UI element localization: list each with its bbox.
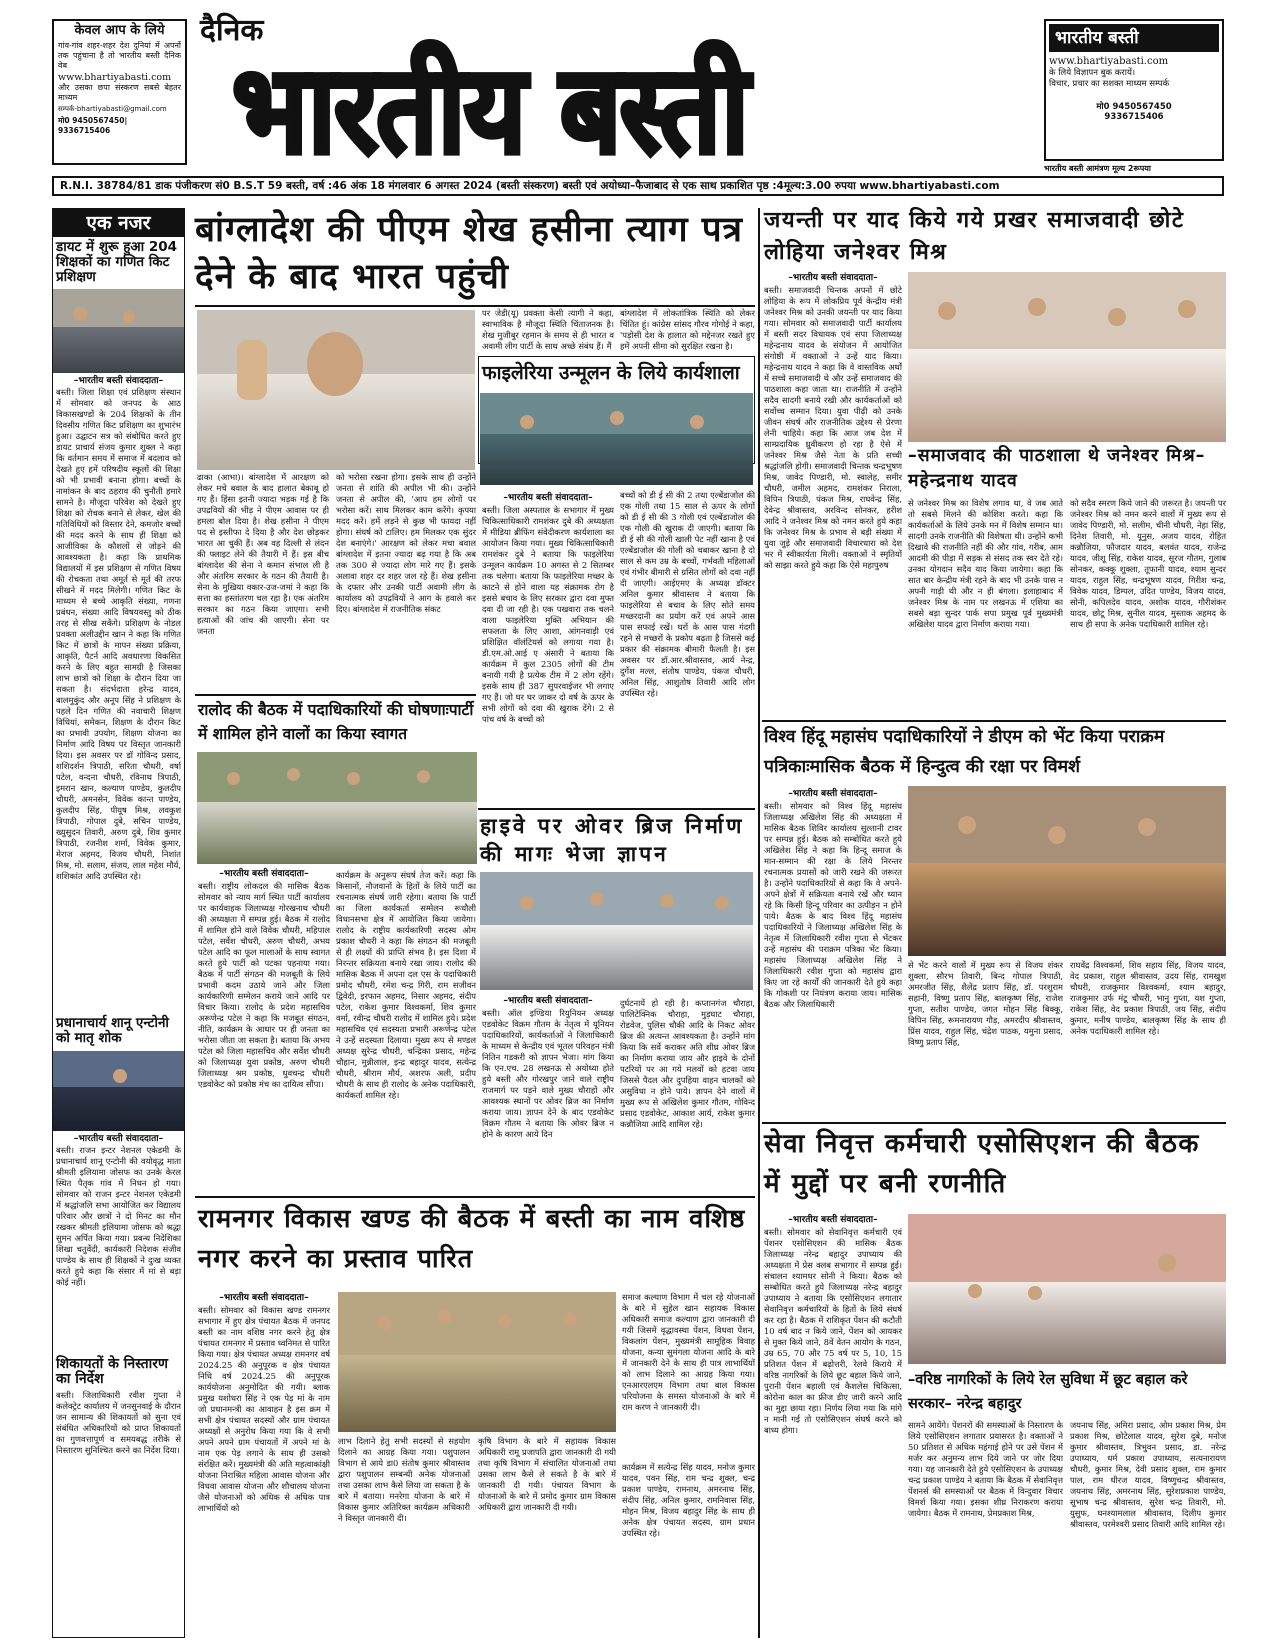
ramnagar-body-a: बस्ती। सोमवार को विकास खण्ड रामनगर सभागार में हुए क्षेत्र पंचायत बैठक में जनपद बस्ती का नाम वशिष्ठ नगर करने हेतु क्षेत्र पंचायत रामनगर में प्रस्ताव ध्वनिमत से पारित किया गया। क्षेत्र पंचायत अध्यक्ष रामनगर वर्ष 2024.25 की अनुपूरक व क्षेत्र पंचायत निधि वर्ष 2024.25 की अनुपूरक कार्ययोजना अनुमोदित की गयी। ब्लाक प्रमुख यशोधरा सिंह ने एक पेड़ मां के नाम जो प्रधानमन्त्री का आवाहन है इस क्रम में सभी क्षेत्र पंचायत सदस्यों और ग्राम पंचायत अध्यक्षों से अनुरोध किया गया कि वे सभी अपने अपने ग्राम पंचायतों में अपने मां के नाम एक पेड़ लगाने के साथ ही उसको संरक्षित करें। मुख्यमंत्री की अति महत्वाकांक्षी योजना निराश्रित महिला आवास योजना और विधवा आवास योजना और शौचालय योजना जैसे योजनाओं को अधिक से अधिक पात्र लाभार्थियों को	[198, 1305, 330, 1513]
vhm-body-b: से भेंट करने वालों में मुख्य रूप से विजय शंकर शुक्ला, सौरभ तिवारी, बिन्द गोपाल त्रिपाठी, अमरजीत सिंह, शैलेंद्र प्रताप सिंह, डॉ. परशुराम सहानी, विष्णु प्रताप सिंह, बालकृष्ण सिंह, राजेश गुप्ता, सतीश पाण्डेय, जगत मोहन सिंह बिक्कू, विपिन सिंह, रूमनारायण गौड़, अमरदीप श्रीवास्तव, प्रिंस यादव, राहुल सिंह, चंद्रेश पाठक, यमुना प्रसाद, विष्णु प्रताप सिंह,	[908, 960, 1063, 1047]
janeshwar-body-c: को सदैव स्मरण किये जाने की जरूरत है। जयन्ती पर जनेश्वर मिश्र को नमन करने वालों में मुख्य रूप से जावेद पिण्डारी, मो. सलीम, चीनी चौधरी, नेहा सिंह, दिनेश तिवारी, मो. यूनुस, अजय यादव, रोहित कन्नौजिया, फौजदार यादव, बलवंत यादव, राजेन्द्र यादव, जीशू सिंह, राकेश यादव, सूरज गौतम, गुलाब सोनकर, कक्कू शुक्ला, तूफानी यादव, श्याम सुन्दर यादव, राहुल सिंह, चन्द्रभूषण यादव, गिरीश चन्द्र, विवेक यादव, डिम्पल, उदित पाण्डेय, विजय यादव, सोनी, कपिलदेव यादव, अशोक यादव, गौरीशंकर यादव, छोटू मिश्र, सुनील यादव, मुस्ताक अहमद के साथ ही सपा के अनेक पदाधिकारी शामिल रहे।	[1070, 498, 1226, 629]
retired-headline: सेवा निवृत्त कर्मचारी एसोसिएशन की बैठक में मुद्दों पर बनी रणनीति	[764, 1129, 1200, 1199]
ek-nazar-badge: एक नजर	[53, 209, 184, 237]
ralod-photo	[197, 752, 477, 864]
ralod-headline: रालोद की बैठक में पदाधिकारियों की घोषणाःपार्टी में शामिल होने वालों का किया स्वागत	[198, 701, 474, 743]
filaria-byline: –भारतीय बस्ती संवाददाता–	[503, 493, 593, 503]
left-box-website[interactable]: www.bhartiyabasti.com	[58, 71, 172, 83]
lead-body-d: बांग्लादेश में लोकतांत्रिक स्थिति को लेकर चिंतित हूं। कांग्रेस सांसद गौरव गोगोई ने कहा, 'पड़ोसी देश के हालात को मद्देनजर रखते हुए हमें अपनी सीमा को सुरक्षित रखना है।	[620, 308, 755, 351]
lead-underline	[195, 305, 755, 307]
ramnagar-top-rule	[195, 1196, 755, 1198]
ramnagar-photo	[338, 1292, 616, 1432]
newspaper-name: भारतीय बस्ती	[232, 40, 748, 181]
highway-body-b: दुर्घटनायें हो रही है। कप्तानगंज चौराहा, पालिटेक्निक चौराहा, मुड़घाट चौराहा, रोडवेज, पुलिस चौकी आदि के निकट ओवर ब्रिज की अत्यन्त आवश्यकता है। उन्होंने मांग किया कि सर्वे कराकर अति शीघ्र ओवर ब्रिज का निर्माण कराया जाय और हाइवे के दोनों पटरियों पर आ गये मलवों को हटवा जाय जिससे पैदल और दुपहिया वाहन चालकों को असुविधा न होने पाये। ज्ञापन देने वालों में मुख्य रूप से अखिलेश कुमार गौतम, गोविन्द प्रसाद एडवोकेट, आकाश आर्य, राकेश कुमार कन्नौजिया आदि शामिल रहे।	[620, 998, 755, 1129]
retired-body-a: बस्ती। सोमवार को सेवानिवृत्त कर्मचारी एवं पेंशनर एसोसिएशन की मासिक बैठक जिलाध्यक्ष नरेन्द्र बहादुर उपाध्याय की अध्यक्षता में प्रेस क्लब सभागार में सम्पन्न हुई। संचालन श्यामधर सोनी ने किया। बैठक को सम्बोधित करते हुये जिलाध्यक्ष नरेन्द्र बहादुर उपाध्याय ने बताया कि एसोसिएशन लगातार सेवानिवृत्त कर्मचारियों के हितों के लिये संघर्ष कर रहा है। बैठक में राशिकृत पेंशन की कटौती 10 वर्ष बाद न किये जाने, पेंशन को आयकर से मुक्त किये जाने, 8वें वेतन आयोग के गठन, उम्र 65, 70 और 75 वर्ष पर 5, 10, 15 प्रतिशत पेंशन में बढ़ोत्तरी, रेलवे किराये में वरिष्ठ नागरिकों के लिये छूट बहाल किये जाने, पुरानी पेंशन बहाली एवं कैशलेस चिकित्सा, कोरोना काल का फ्रीज डीए जारी करने आदि का मुद्दा छाया रहा। निर्णय लिया गया कि मांगे न मानी गई तो एसोसिएशन संघर्ष करने को बाध्य होगा।	[764, 1227, 902, 1435]
ralod-byline: –भारतीय बस्ती संवाददाता–	[219, 869, 309, 879]
left-column	[52, 208, 185, 1638]
highway-photo	[480, 872, 753, 990]
ramnagar-body-b: लाभ दिलाने हेतु सभी सदस्यों से सहयोग दिलाने का आग्रह किया गया। पशुपालन विभाग से आये डा0 संतोष कुमार श्रीवास्तव द्वारा पशुपालन सम्बन्धी अनेक योजनाओं तथा उसका लाभ कैसे लिया जा सकता है के बारे में बताया। मनरेगा योजना के बारे में विकास कुमार अतिरिक्त कार्यक्रम अधिकारी ने विस्तृत जानकारी दी।	[338, 1436, 470, 1523]
highway-headline: हाइवे पर ओवर ब्रिज निर्माण की मागः भेजा ज्ञापन	[480, 814, 745, 866]
left-box-line1: गांव-गांव शहर-शहर देश दुनियां में अपनों तक पहुंचाना है तो भारतीय बस्ती दैनिक वेब	[58, 40, 181, 70]
lead-body-b: को भरोसा रखना होगा। इसके साथ ही उन्होंने जनता से शांति की अपील भी की। उन्होंने जनता से अपील की, 'आप हम लोगों पर भरोसा करें। साथ मिलकर काम करेंगे। कृपया मदद करें। हमें लड़ने से कुछ भी फायदा नहीं होगा। संघर्ष को टालिए। हम मिलकर एक सुंदर देश बनाएंगे।' आरक्षण को लेकर मचा बवाल बांग्लादेश में इतना ज्यादा बढ़ गया है कि अब तक 300 से ज्यादा लोग मारे गए हैं। इसके अलावा शहर दर शहर जल रहे हैं। शेख हसीना के दफ्तर और उनकी पार्टी अवामी लीग के कार्यालय को उपद्रवियों ने आग के हवाले कर दिए। बांग्लादेश में राजनीतिक संकट	[336, 472, 476, 614]
ralod-top-rule	[195, 694, 476, 696]
filaria-body-b: बच्चों को डी ई सी की 2 तथा एल्बेंडाजोल की एक गोली तथा 15 साल से ऊपर के लोगों को डी ई सी की 3 गोली एवं एल्बेंडाजोल की एक गोली की खुराक दी जाएगी। बताया कि डी ई सी की गोली खाली पेट नहीं खाना है एवं एल्बेंडाजोल की गोली को चबाकर खाना है दो साल से कम उम्र के बच्चों, गर्भवती महिलाओं एवं गंभीर बीमारी से ग्रसित लोगों को दवा नहीं दी जाएगी। आईएमए के अध्यक्ष डॉक्टर अनिल कुमार श्रीवास्तव ने बताया कि फाइलेरिया से बचाव के लिए सोते समय मच्छरदानी का प्रयोग करें एवं अपने आस पास सफाई रखें। घरों के आस पास गंदगी रहने से मच्छरों के प्रकोप बढ़ता है जिससे कई प्रकार की संक्रामक बीमारी फैलती है। इस अवसर पर डॉ.आर.श्रीवास्तव, आर्य नेन्द्र, दुर्गेश मल्ल, संतोष पाण्डेय, पंकज चौधरी, अनिल सिंह, आशुतोष तिवारी आदि लोग उपस्थित रहे।	[620, 490, 755, 698]
janeshwar-subtitle: –समाजवाद की पाठशाला थे जनेश्वर मिश्र– महेन्द्रनाथ यादव	[908, 446, 1206, 491]
ramnagar-headline: रामनगर विकास खण्ड की बैठक में बस्ती का नाम वशिष्ठ नगर करने का प्रस्ताव पारित	[198, 1204, 746, 1274]
story2-photo	[53, 1051, 184, 1131]
filaria-headline: फाइलेरिया उन्मूलन के लिये कार्यशाला	[482, 362, 740, 384]
janeshwar-byline: –भारतीय बस्ती संवाददाता–	[788, 273, 878, 283]
left-box-title: केवल आप के लिये	[74, 23, 165, 38]
story3-title: शिकायतों के निस्तारण का निर्देश	[56, 1355, 169, 1388]
vhm-byline: –भारतीय बस्ती संवाददाता–	[788, 789, 878, 799]
retired-byline: –भारतीय बस्ती संवाददाता–	[788, 1215, 878, 1225]
ralod-body-b: कार्यक्रम के अनुरूप संघर्ष तेज करें। कहा कि किसानों, नौजवानों के हितों के लिये पार्टी का रचनात्मक संघर्ष जारी रहेगा। बताया कि पार्टी का जिला कार्यकर्ता सम्मेलन रूधौली विधानसभा क्षेत्र में आयोजित किया जायेगा। रालोद के राष्ट्रीय कार्यकारिणी सदस्य ओम प्रकाश चौधरी ने कहा कि संगठन की मजबूती से ही लक्ष्यों की प्राप्ति संभव है। इस दिशा में निरन्तर सक्रियता बनाये रखा जाय। रालोद की मासिक बैठक में अपना दल एस के पदाधिकारी प्रमोद चौधरी, रमेश चन्द्र गिरी, राम सजीवन द्विवेदी, इरफान अहमद, निसार अहमद, संदीप पटेल, राकेश कुमार विश्वकर्मा, शिव कुमार वर्मा, रवीन्द्र चौधरी रालोद में शामिल हुये। प्रदेश महासचिव एवं सदस्यता प्रभारी अरूणेन्द्र पटेल ने उन्हें सदस्यता दिलाया। मुख्य रूप से मण्डल अध्यक्ष सुरेन्द्र चौधरी, चन्द्रिका प्रसाद, महेन्द्र चौहान, मुन्नीलाल, इन्द्र बहादुर यादव, सत्येन्द्र चौधरी, श्रीराम मौर्य, अशरफ अली, प्रदीप चौधरी के साथ ही रालोद के अनेक पदाधिकारी, कार्यकर्ता शामिल रहे।	[336, 870, 476, 1100]
retired-subtitle: –वरिष्ठ नागरिकों के लिये रेल सुविधा में छूट बहाल करे सरकार– नरेन्द्र बहादुर	[908, 1372, 1188, 1412]
highway-byline: –भारतीय बस्ती संवाददाता–	[503, 996, 593, 1006]
lead-photo-hasina	[197, 310, 475, 470]
retired-body-c: जयनाथ सिंह, अमिरा प्रसाद, ओम प्रकाश मिश्र, प्रेम प्रकाश मिश्र, छोटेलाल यादव, सुरेश दुबे, मनोज कुमार श्रीवास्तव, त्रिभुवन प्रसाद, डा. नरेन्द्र उपाध्याय, धर्म प्रकाश उपाध्याय, सत्यनारायण चौधरी, कुमार मिश्र, देवी प्रसाद शुक्ल, राम कुमार पाल, राम धीरज यादव, विष्णुचन्द्र श्रीवास्तव, जयनाथ सिंह, अमरनाथ सिंह, सुरेशप्रकाश पाण्डेय, सुभाष चन्द्र श्रीवास्तव, सुरेश चन्द्र तिवारी, मो. युसुफ, घनश्यामलाल श्रीवास्तव, दिलीप कुमार श्रीवास्तव, परमेश्वरी प्रसाद तिवारी आदि शामिल रहे।	[1070, 1420, 1226, 1529]
left-box-email: सम्पर्क-bhartiyabasti@gmail.com	[58, 104, 167, 113]
retired-photo	[908, 1214, 1226, 1364]
story1-body: बस्ती। जिला शिक्षा एवं प्रशिक्षण संस्थान में सोमवार को जनपद के आठ विकासखण्डों के 204 शिक्षकों के तीन दिवसीय गणित किट प्रशिक्षण का शुभारंभ हुआ। उद्घाटन सत्र को संबोधित करते हुए डायट प्राचार्य संजय कुमार शुक्ल ने कहा कि वर्तमान समय में समाज में बदलाव को देखते हुए हमें परिषदीय स्कूलों की शिक्षा को भी प्रभावी बनाना होगा। बच्चों के नामांकन के बाद ठहराव की चुनौती हमारे सामने है। मौजूदा परिवेश को देखते हुए शिक्षा को रोचक बनाने से लेकर, खेल की गतिविधियों को विस्तार देने, कमजोर बच्चों की मदद करने के साथ ही शिक्षा को आजीविका के कौशलों से जोड़ने की आवश्यकता है। कहा कि प्राथमिक विद्यालयों में इस प्रशिक्षण से गणित विषय की रोचकता तथा अमूर्त से मूर्त की तरफ सीखने में मदद मिलेगी। गणित किट के माध्यम से बच्चे आकृति संख्या, गणना प्रबंधन, संख्या आदि विषयवस्तु को ठीक तरह से सीख सकेंगे। प्रशिक्षण के नोडल प्रवक्ता अलीउद्दीन खान ने कहा कि गणित किट में छात्रों के मापन संख्या प्रक्रिया, आकृति, पैटर्न आदि अवधारणा विकसित करने के लिए बहुत सामग्री है जिसका लाभ छात्रों को शिक्षा के दौरान दिया जा सकता है। संदर्भदाता हरेन्द्र यादव, बालमुकुंद और अनूप सिंह ने प्रशिक्षण के पहले दिन गणित की नवाचारी शिक्षण विधियां, समेकन, शिक्षण के दौरान किट का प्रभावी उपयोग, शिक्षण योजना का निर्माण आदि विषय पर विस्तृत जानकारी दिया। इस अवसर पर डॉ गोविन्द प्रसाद, शशिदर्शन त्रिपाठी, सरिता चौधरी, वर्षा पटेल, वन्दना चौधरी, रविनाथ त्रिपाठी, इमरान खान, कल्याण पाण्डेय, कुलदीप चौधरी, अमनसेन, विवेक कान्त पाण्डेय, कुलदीप सिंह, पीयूष मिश्र, लवकुश त्रिपाठी, गोपाल दुबे, सचिन पाण्डेय, ख्युसुदन तिवारी, अरुण दुबे, शिव कुमार त्रिपाठी, रजनीश शर्मा, विवेक कुमार, मेराज अहमद, विजय चौधरी, निशांत मिश्र, मो. सलाम, संजय, लाल महेश मौर्य, शशिकांत आदि उपस्थित रहे।	[56, 387, 181, 882]
ramnagar-body-c: कृषि विभाग के बारे में सहायक विकास अधिकारी रामू प्रजापति द्वारा जानकारी दी गयी तथा कृषि विभाग में संचालित योजनाओं तथा उसका लाभ कैसे ले सकते है के बारे में जानकारी दी गयी। पंचायत विभाग के योजनाओं के बारे में प्रमोद कुमार ग्राम विकास अधिकारी द्वारा जानकारी दी गयी।	[478, 1436, 616, 1512]
lead-body-c: पर जेडी(यू) प्रवक्ता केसी त्यागी ने कहा, स्वाभाविक है मौजूदा स्थिति चिंताजनक है। शेख मुजीबुर रहमान के समय से ही भारत व अवामी लीग पार्टी के साथ अच्छे संबंध हैं। मैं	[482, 308, 614, 351]
right-box-phone2: 9336715406	[1104, 112, 1164, 122]
vhm-body-a: बस्ती। सोमवार को विश्व हिंदू महासंघ जिलाध्यक्ष अखिलेश सिंह की अध्यक्षता में मासिक बैठक शिविर कार्यालय सुल्तानी टावर पर सम्पन्न हुई। बैठक को सम्बोधित करते हुये अखिलेश सिंह ने कहा कि हिन्दू समाज के मान-सम्मान की रक्षा के लिये निरन्तर रचनात्मक प्रयासों को जारी रखने की जरूरत है। उन्होंने पदाधिकारियों से कहा कि वे अपने-अपने क्षेत्रों में सक्रियता बनाये रखें और ध्यान रहे कि किसी हिन्दू परिवार का उत्पीड़न न होने पाये। बैठक के बाद विश्व हिंदू महासंघ पदाधिकारियों ने जिलाध्यक्ष अखिलेश सिंह के नेतृत्व में जिलाधिकारी रवीश गुप्ता से भेंटकर उन्हें महासंघ की पराक्रम पत्रिका भेंट किया। महासंघ जिलाध्यक्ष अखिलेश सिंह ने जिलाधिकारी रवीश गुप्ता को महासंघ द्वारा किए जा रहे कार्यों की जानकारी देते हुये कहा कि गोकशी पर नियंत्रण कराया जाय। मासिक बैठक और जिलाधिकारी	[764, 801, 902, 1009]
story1-byline: –भारतीय बस्ती संवाददाता–	[73, 376, 164, 387]
ramnagar-body-d: समाज कल्याण विभाग में चल रहे योजनाओं के बारे में सुहेल खान सहायक विकास अधिकारी समाज कल्याण द्वारा जानकारी दी गयी जिसमें वृद्धावस्था पेंशन, विधवा पेंशन, विकलांग पेंशन, मुख्यमंत्री सामूहिक विवाह योजना, कन्या सुमंगला योजना आदि के बारे में जानकारी देने के साथ ही पात्र लाभार्थियों को लाभ दिलाने का आग्रह किया गया। एनआरएलएम विभाग तथा बाल विकास परियोजना के समस्त योजनाओं के बारे में राम करण ने जानकारी दी।	[622, 1292, 755, 1412]
story2-title: प्रधानाचार्य शानू एन्टोनी को मातृ शोक	[56, 1015, 169, 1047]
right-box-website[interactable]: www.bhartiyabasti.com	[1049, 56, 1169, 67]
retired-body-b: सामने आयेंगे। पेंशनरों की समस्याओं के निस्तारण के लिये एसोसिएशन लगातार प्रयासरत है। वक्ताओं ने 50 प्रतिशत से अधिक महंगाई होने पर उसे पेंशन में मर्जर कर अनुमन्य लाभ दिये जाने पर जोर दिया गया। यह जानकारी देते हुये एसोसिएशन के उपाध्यक्ष चन्द्र प्रकाश पाण्डेय ने बताया कि बैठक में सेवानिवृत्त पेंशनर्स की समस्याओं पर बैठक में विन्दुवार विचार विमर्श किया गया। इसका शीघ्र निराकरण कराया जायेगा। बैठक में रामनाथ, प्रेमप्रकाश मिश्र,	[908, 1420, 1063, 1518]
janeshwar-headline: जयन्ती पर याद किये गये प्रखर समाजवादी छोटे लोहिया जनेश्वर मिश्र	[764, 208, 1185, 265]
info-bar: R.N.I. 38784/81 डाक पंजीकरण सं0 B.S.T 59 बस्ती, वर्ष :46 अंक 18 मंगलवार 6 अगस्त 2024 (बस्ती संस्करण) बस्ती एवं अयोध्या–फैजाबाद से एक साथ प्रकाशित पृष्ठ :4मूल्य:3.00 रुपया www.bhartiyabasti.com	[52, 176, 1224, 196]
filaria-body-a: बस्ती। जिला अस्पताल के सभागार में मुख्य चिकित्साधिकारी रामशंकर दुबे की अध्यक्षता में मीडिया ब्रीफिंग संवेदीकरण कार्यशाला का आयोजन किया गया। मुख्य चिकित्साधिकारी रामशंकर दुबे ने बताया कि फाइलेरिया उन्मूलन कार्यक्रम 10 अगस्त से 2 सितम्बर तक चलेगा। बताया कि फाइलेरिया मच्छर के काटने से होने वाला यह संक्रामक रोग है इससे बचाव के लिए सरकार द्वारा दवा मुफ्त दवा दी जा रही है। एक पखवारा तक चलने वाला फाइलेरिया मुक्ति अभियान की सफलता के लिए आशा, आंगनवाड़ी एवं प्रशिक्षित वॉलंटियर्स को लगाया गया है। डी.एम.ओ.आई ए अंसारी ने बताया कि कार्यक्रम में कुल 2305 लोगों की टीम बनायी गयी है प्रत्येक टीम में 2 लोग रहेंगे। इसके साथ ही 387 सुपरवाईजर भी लगाए गए हैं। जो घर घर जाकर दो वर्ष के ऊपर के सभी लोगों को दवा की खुराक देंगे। 2 से पांच वर्ष के बच्चों को	[482, 505, 614, 724]
story3-body: बस्ती। जिलाधिकारी रवीश गुप्ता ने कलेक्ट्रेट कार्यालय में जनसुनवाई के दौरान जन सामान्य की शिकायतों को सुना एवं संबंधित अधिकारियों को प्राप्त शिकायतों का गुणवत्तापूर्ण व समयबद्ध तरीके से निस्तारण सुनिश्चित करने का निर्देश दिया।	[56, 1389, 181, 1455]
janeshwar-body-a: बस्ती। समाजवादी चिन्तक अपनों में छोटे लोहिया के रूप में लोकप्रिय पूर्व केन्द्रीय मंत्री जनेश्वर मिश्र को उनकी जयन्ती पर याद किया गया। सोमवार को समाजवादी पार्टी कार्यालय में बस्ती सदर विधायक एवं सपा जिलाध्यक्ष महेन्द्रनाथ यादव के संयोजन में आयोजित संगोष्ठी में वक्ताओं ने उन्हें याद किया। महेन्द्रनाथ यादव ने कहा कि वे वास्तविक अर्थों में सच्चे समाजवादी थे और उन्हें समाजवाद की पाठशाला कहा जाता था। राजनीति में उन्होंने सदैव सादगी बनाये रखी और कार्यकर्ताओं को सर्वोच्च सम्मान दिया। युवा पीढ़ी को उनके जीवन संघर्ष और राजनीतिक उद्देश्य से प्रेरणा लेनी चाहिये। कहा कि आज जब देश में साम्प्रदायिक ध्रुवीकरण हो रहा है ऐसे में जनेश्वर मिश्र जैसे नेता के प्रति सच्ची श्रद्धांजलि होगी। समाजवादी चिन्तक चन्द्रभूषण मिश्र, जावेद पिण्डारी, मो. स्वालेह, समीर चौधरी, जमील अहमद, रामशंकर निराला, विपिन त्रिपाठी, पंकज मिश्र, राघवेन्द्र सिंह, देवेन्द्र श्रीवास्तव, अरविन्द सोनकर, हरीश आदि ने जनेश्वर मिश्र को नमन करते हुये कहा कि जनेश्वर मिश्र के प्रभाव से बड़ी संख्या में युवा जुड़े और समाजवादी विचारधारा को देश भर में स्वीकार्यता मिली। वक्ताओं ने स्मृतियों को साझा करते हुये कहा कि ऐसे महापुरुष	[764, 285, 902, 570]
tagline: भारतीय बस्ती आमंत्रण मूल्य 2रूपया	[1044, 164, 1151, 173]
left-box-line2: और उसका छपा संस्करण सबसे बेहतर माध्यम	[58, 82, 181, 102]
right-box-phone1: मो0 9450567450	[1096, 102, 1172, 112]
filaria-photo	[480, 393, 753, 485]
ramnagar-body-e: कार्यक्रम में सत्येन्द्र सिंह यादव, मनोज कुमार यादव, पवन सिंह, राम चन्द्र शुक्ल, चन्द्र प्रकाश पाण्डेय, रामनाथ, अमरनाथ सिंह, संदीप सिंह, अनिल कुमार, रामनिवास सिंह, मोहन मिश्र, विजय बहादुर सिंह के साथ ही अनेक क्षेत्र पंचायत सदस्य, ग्राम प्रधान उपस्थित रहे।	[622, 1462, 755, 1538]
left-box-phone: मो0 9450567450| 9336715406	[58, 115, 128, 135]
masthead-right-box	[1044, 19, 1224, 161]
right-box-title: भारतीय बस्ती	[1049, 24, 1219, 52]
right-column-rule	[758, 208, 760, 1638]
janeshwar-photo	[908, 272, 1226, 442]
story2-byline: –भारतीय बस्ती संवाददाता–	[73, 1133, 164, 1144]
janeshwar-body-b: से जनेश्वर मिश्र का विशेष लगाव था, वे जब आते तो सबसे मिलने की कोशिश करते। कहा कि कार्यकर्ताओं के लिये उनके मन में विशेष सम्मान था। सादगी उनके राजनीति की विशेषता थी। उन्होंने कभी दिखावे की राजनीति नहीं की और गांव, गरीब, आम आदमी की पीड़ा में सड़क से संसद तक स्वर देते रहे। उनका योगदान सदैव याद किया जायेगा। कहा कि सात बार केन्द्रीय मंत्री रहने के बाद भी उनके पास न अपनी गाड़ी थी और न ही बंगला। इलाहाबाद में जनेश्वर मिश्र के नाम पर लखनऊ में एशिया का सबसे बड़ा सुन्दर पार्क सपा प्रमुख पूर्व मुख्यमंत्री अखिलेश यादव द्वारा निर्माण कराया गया।	[908, 498, 1063, 629]
right-box-line1: के लिये विज्ञापन बुक करायें।	[1049, 68, 1136, 78]
story2-body: बस्ती। राजन इन्टर नेशनल एकेडमी के प्रधानाचार्य शानू एन्टोनी की वयोवृद्ध माता श्रीमती इलियामा जोसफ का उनके केरल स्थित पैतृक गांव में निधन हो गया। सोमवार को राजन इन्टर नेशनल एकेडमी में श्रद्धांजलि सभा आयोजित कर विद्यालय परिवार और छात्रों ने दो मिनट का मौन रखकर श्रीमती इलियामा जोसफ को श्रद्धा सुमन अर्पित किया गया। प्रबन्ध निदेशिका शिखा चतुर्वेदी, कार्यकारी निदेशक संजीव पाण्डेय के साथ ही शिक्षकों ने दुःख व्यक्त करते हुये कहा कि संसार में मां से बड़ा कोई नहीं।	[56, 1144, 181, 1287]
right-box-line2: विचार, प्रचार का सशक्त माध्यम सम्पर्क	[1049, 79, 1170, 89]
masthead-left-box	[52, 19, 187, 165]
vhm-body-c: राघवेंद्र विश्वकर्मा, शिव सहाय सिंह, विजय यादव, वेद प्रकाश, राहुल श्रीवास्तव, उदय सिंह, रामखुश चौधरी, राजकुमार विश्वकर्मा, श्याम बहादुर, राजकुमार उर्फ मंटू चौधरी, भानु गुप्ता, यश गुप्ता, राकेश सिंह, वेद प्रकाश त्रिपाठी, जय सिंह, संदीप कुमार, मनीष पाण्डेय, बालकृष्ण सिंह के साथ ही अनेक पदाधिकारी शामिल रहे।	[1070, 960, 1226, 1036]
vhm-headline: विश्व हिंदू महासंघ पदाधिकारियों ने डीएम को भेंट किया पराक्रम पत्रिकाःमासिक बैठक में हिन्दुत्व की रक्षा पर विमर्श	[764, 727, 1165, 777]
ralod-body-a: बस्ती। राष्ट्रीय लोकदल की मासिक बैठक सोमवार को न्याय मार्ग स्थित पार्टी कार्यालय पर कार्यवाहक जिलाध्यक्ष गोरखनाथ चौधरी की अध्यक्षता में सम्पन्न हुई। बैठक में रालोद में शामिल होने वाले विवेक चौधरी, महिपाल पटेल, सर्वेश चौधरी, अरुण चौधरी, अभय पटेल आदि का फूल मालाओं के साथ स्वागत करते हुये पार्टी को पटका पहनाया गया। बैठक में पार्टी संगठन की मजबूती के लिये प्रभावी कदम उठाये जाने और जिला कार्यकारिणी सम्मेलन कराये जाने आदि पर विचार किया। रालोद के प्रदेश महासचिव अरूणेन्द्र पटेल ने कहा कि मजबूत संगठन, नीति, कार्यक्रम के आधार पर ही जनता का भरोसा जीता जा सकता है। बताया कि अभय पटेल को जिला महासचिव और सर्वेश चौधरी को जिलाध्यक्ष युवा प्रकोष्ठ, अरुण चौधरी जिलाध्यक्ष श्रम प्रकोष्ठ, धुवचन्द्र चौधरी एडवोकेट को प्रकोष्ठ मंच का दायित्व सौंपा।	[198, 881, 330, 1089]
ramnagar-byline: –भारतीय बस्ती संवाददाता–	[219, 1293, 309, 1303]
daily-label: दैनिक	[200, 13, 264, 48]
story1-photo	[53, 289, 184, 373]
story1-title: डायट में शुरू हुआ 204 शिक्षकों का गणित किट प्रशिक्षण	[56, 239, 178, 286]
highway-top-rule	[478, 808, 755, 810]
vhm-photo	[908, 786, 1226, 956]
lead-headline: बांग्लादेश की पीएम शेख हसीना त्याग पत्र देने के बाद भारत पहुंची	[195, 210, 744, 297]
highway-body-a: बस्ती। ऑल इण्डिया रियुनियन अध्यक्ष एडवोकेट विक्रम गौतम के नेतृत्व में यूनियन पदाधिकारियों, कार्यकर्ताओं ने जिलाधिकारी के माध्यम से केन्द्रीय एवं भूतल परिवहन मंत्री नितिन गडकरी को ज्ञापन भेजा। मांग किया कि एन.एच. 28 लखनऊ से अयोध्या होते हुये बस्ती और गोरखपुर जाने वाले राष्ट्रीय राजमार्ग पर पड़ने वाले मुख्य चौराहों और आवश्यक स्थानों पर ओवर ब्रिज का निर्माण कराया जाय। ज्ञापन देने के बाद एडवोकेट विक्रम गौतम ने बताया कि ओवर ब्रिज न होने के कारण आये दिन	[482, 1008, 614, 1139]
lead-body-a: ढाका (आभा)। बांग्लादेश में आरक्षण को लेकर मचे बवाल के बाद हालात बेकाबू हो गए हैं। हिंसा इतनी ज्यादा भड़क गई है कि उपद्रवियों की भीड़ ने पीएम आवास पर ही हमला बोल दिया है। शेख हसीना ने पीएम पद से इस्तीफा दे दिया है और देश छोड़कर भारत आ चुकी हैं। अब वह दिल्ली से लंदन की फ्लाइट लेने की तैयारी में हैं। इस बीच बांग्लादेश की सेना ने कमान संभाल ली है और अंतरिम सरकार के गठन की तैयारी है। सेना के मुखिया वकार-उज-जमां ने कहा कि सत्ता का हस्तांतरण चल रहा है। एक अंतरिम सरकार का गठन किया जाएगा। सभी हत्याओं की जांच की जाएगी। सेना पर जनता	[197, 472, 329, 636]
